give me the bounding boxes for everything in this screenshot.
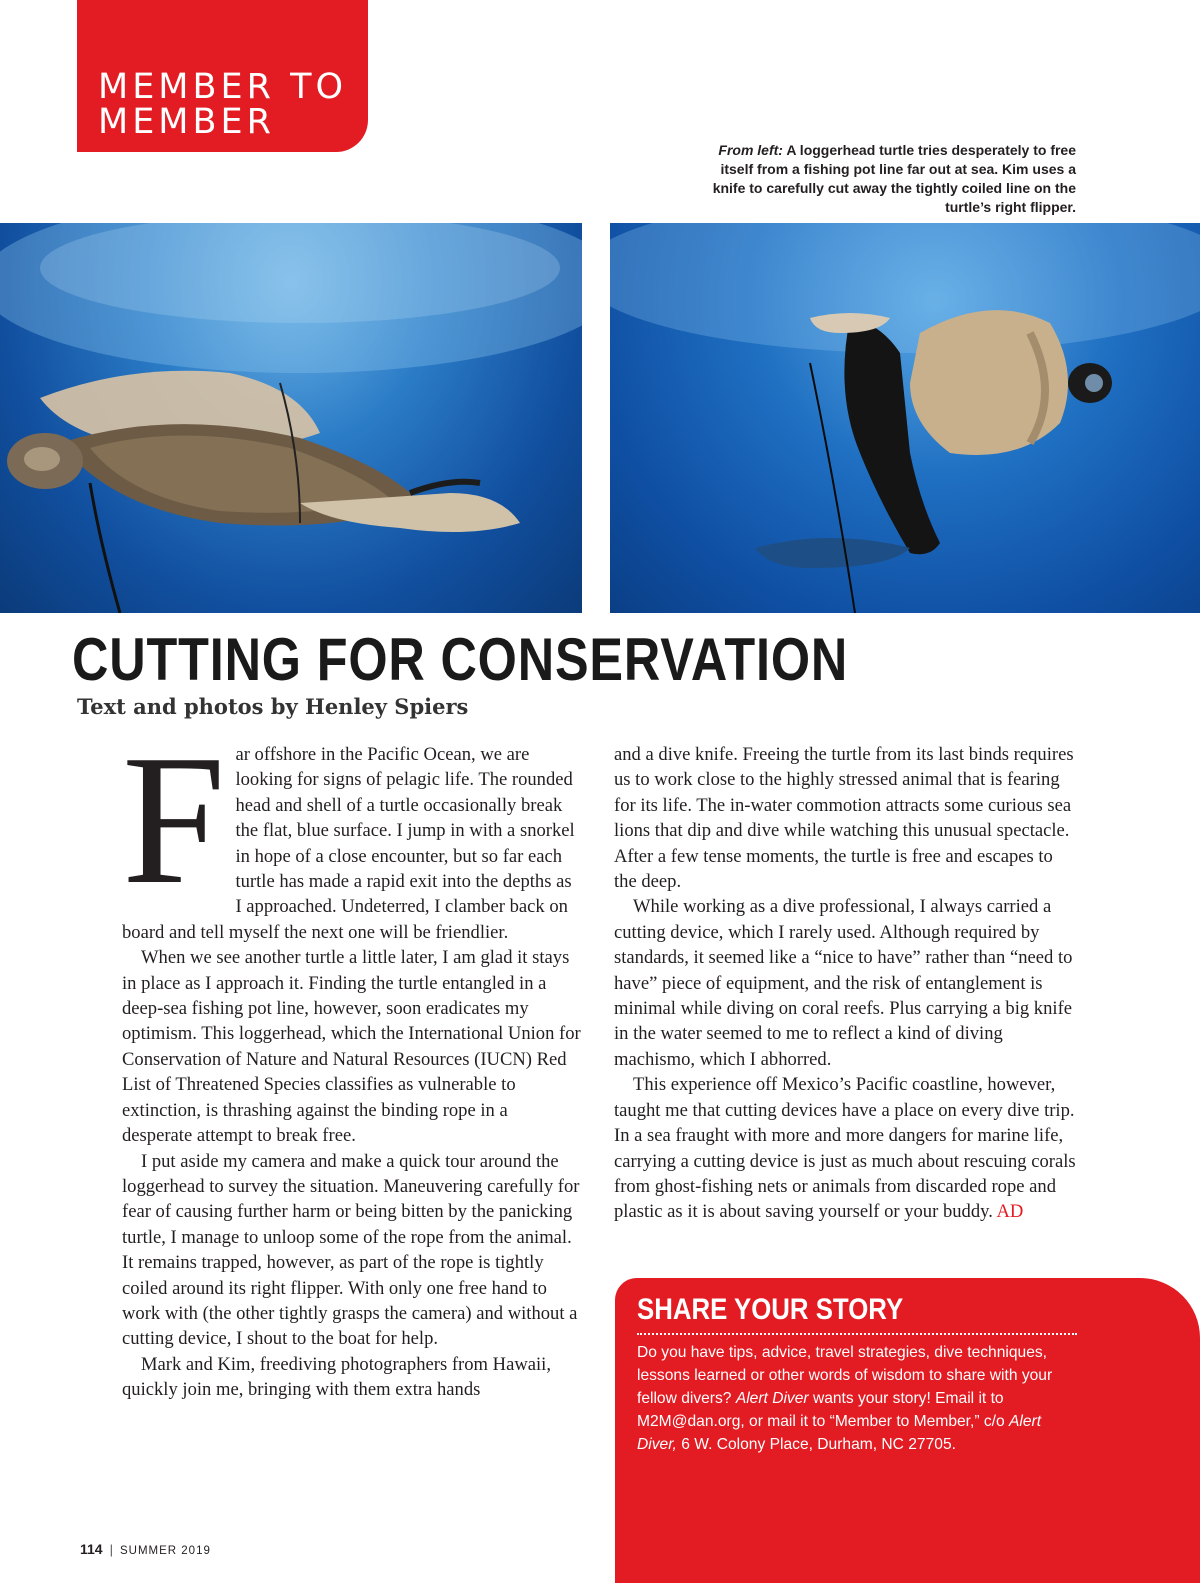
body-paragraph: ar offshore in the Pacific Ocean, we are looking for signs of pelagic life. The rounded head and shell of a turtle occasionally break the flat, blue surface. I jump in with a snorkel in hope of a close encounter, but so far each turtle has made a rapid exit into the depths as I approached. Undeterred, I clamber back on board and tell myself the next one will be friendlier. (122, 744, 575, 943)
section-label: MEMBER TO MEMBER (98, 67, 348, 142)
body-paragraph-final (614, 1072, 1076, 1224)
end-mark: AD (996, 1201, 1024, 1223)
page-number: 114 (80, 1541, 103, 1557)
body-text: This experience off Mexico’s Pacific coastline, however, taught me that cutting devices have a place on every dive trip. In a sea fraught with more and more dangers for marine life, carrying a cutting device is just as much about rescuing corals from ghost-fishing nets or animals from discarded rope and plastic as it is about saving yourself or your buddy. (614, 1074, 1076, 1223)
share-text: Do you have tips, advice, travel strategies, dive techniques, lessons learned or other words of wisdom to share with your fellow divers? (637, 1344, 1053, 1407)
article-column-left (122, 717, 582, 1403)
share-your-story-box (615, 1278, 1200, 1583)
body-paragraph: Mark and Kim, freediving photographers from Hawaii, quickly join me, bringing with them extra hands (122, 1353, 551, 1401)
body-paragraph: I put aside my camera and make a quick tour around the loggerhead to survey the situation. Maneuvering carefully for fear of causing further harm or being bitten by the panicking turtle, I manage to unloop some of the rope from the animal. It remains trapped, however, as part of the rope is tightly coiled around its right flipper. With only one free hand to work with (the other tightly grasps the camera) and without a cutting device, I shout to the boat for help. (122, 1150, 580, 1350)
magazine-name: Alert Diver (735, 1390, 809, 1407)
photo-caption (696, 141, 1076, 217)
freediver-cutting-line-photo (610, 223, 1200, 613)
share-text: wants your story! Email it to M2M@dan.org, or mail it to “Member to Member,” c/o (637, 1390, 1009, 1430)
magazine-name: Alert Diver, (637, 1413, 1042, 1453)
footer-separator: | (109, 1542, 113, 1557)
body-paragraph: When we see another turtle a little later, I am glad it stays in place as I approach it. Finding the turtle entangled in a deep-sea fishing pot line, however, soon eradicates my optimism. This loggerhead, which the International Union for Conservation of Nature and Natural Resources (IUCN) Red List of Threatened Species classifies as vulnerable to extinction, is thrashing against the binding rope in a desperate attempt to break free. (122, 947, 581, 1147)
share-body (637, 1341, 1077, 1456)
dotted-divider (637, 1333, 1077, 1335)
loggerhead-turtle-photo (0, 223, 582, 613)
drop-cap: F (122, 717, 226, 923)
section-tab (77, 0, 368, 152)
article-headline: CUTTING FOR CONSERVATION (72, 626, 849, 693)
body-paragraph: and a dive knife. Freeing the turtle from its last binds requires us to work close to the highly stressed animal that is fearing for its life. The in-water commotion attracts some curious sea lions that dip and dive while watching this unusual spectacle. After a few tense moments, the turtle is free and escapes to the deep. (614, 744, 1074, 893)
article-byline: Text and photos by Henley Spiers (77, 694, 469, 719)
share-text: 6 W. Colony Place, Durham, NC 27705. (676, 1436, 956, 1453)
article-column-right (614, 742, 1076, 1225)
page-footer (80, 1541, 211, 1557)
share-title: SHARE YOUR STORY (637, 1293, 904, 1326)
issue-label: SUMMER 2019 (119, 1545, 211, 1557)
caption-text: A loggerhead turtle tries desperately to free itself from a fishing pot line far out at sea. Kim uses a knife to carefully cut away the tightly coiled line on the turtle’s right flipper. (712, 142, 1076, 215)
caption-lead: From left: (718, 142, 783, 158)
body-paragraph: While working as a dive professional, I always carried a cutting device, which I rarely used. Although required by standards, it seemed like a “nice to have” rather than “need to have” piece of equipment, and the risk of entanglement is minimal while diving on coral reefs. Plus carrying a big knife in the water seemed to me to reflect a kind of diving machismo, which I abhorred. (614, 896, 1073, 1070)
